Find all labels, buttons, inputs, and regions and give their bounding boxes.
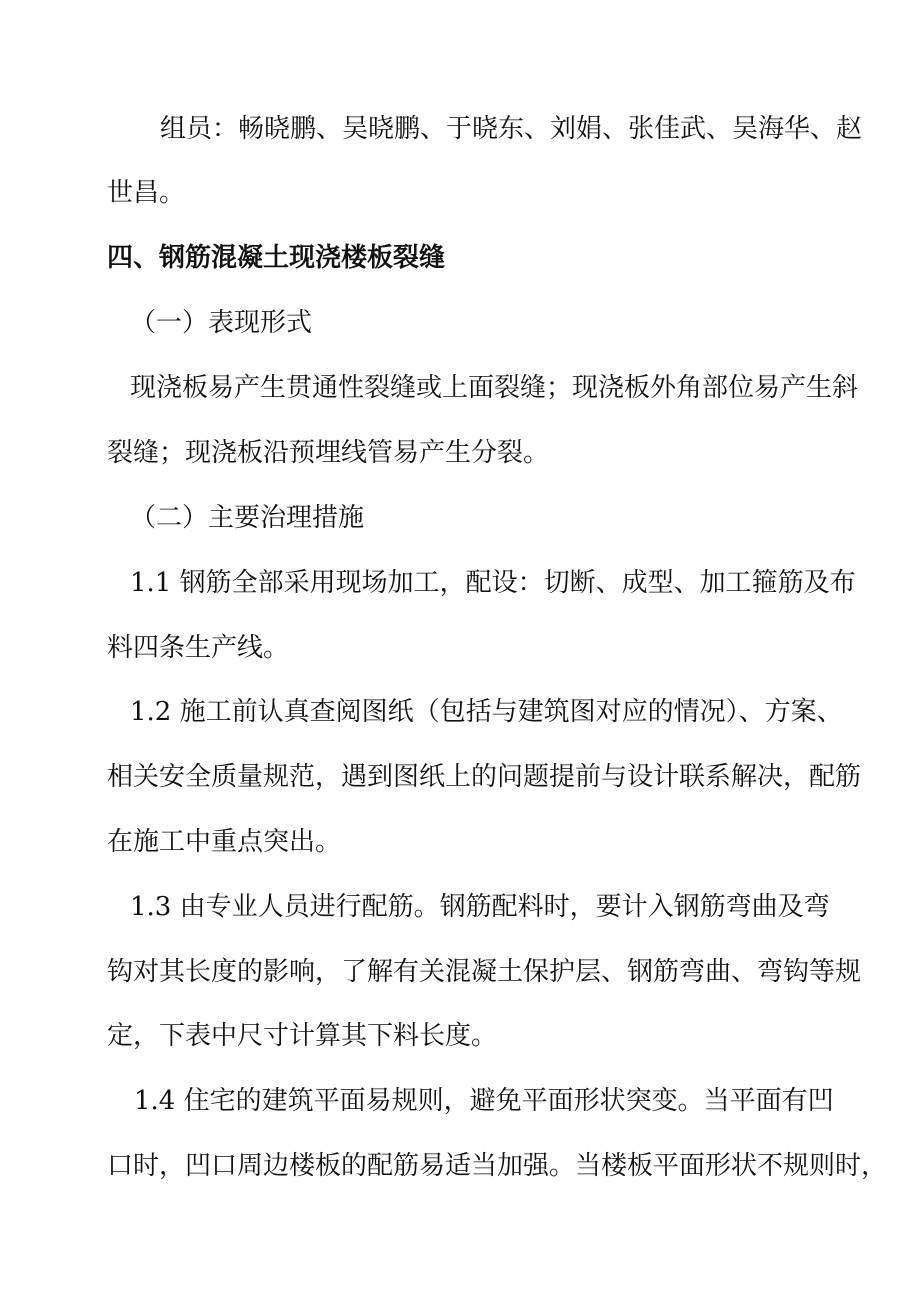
section-heading: 四、钢筋混凝土现浇楼板裂缝: [107, 243, 446, 273]
members-line-1: 组员：畅晓鹏、吴晓鹏、于晓东、刘娟、张佳武、吴海华、赵: [160, 114, 863, 144]
item-1-4-line-2: 口时，凹口周边楼板的配筋易适当加强。当楼板平面形状不规则时，: [107, 1151, 888, 1181]
members-line-2: 世昌。: [107, 178, 186, 208]
subsection-1-paragraph-line-2: 裂缝；现浇板沿预埋线管易产生分裂。: [107, 438, 550, 468]
item-1-3-line-3: 定，下表中尺寸计算其下料长度。: [107, 1021, 498, 1051]
item-1-2-line-2: 相关安全质量规范，遇到图纸上的问题提前与设计联系解决，配筋: [107, 762, 862, 792]
subsection-1-paragraph-line-1: 现浇板易产生贯通性裂缝或上面裂缝；现浇板外角部位易产生斜: [130, 373, 859, 403]
item-1-1-line-2: 料四条生产线。: [107, 633, 290, 663]
item-1-3-line-2: 钩对其长度的影响，了解有关混凝土保护层、钢筋弯曲、弯钩等规: [107, 957, 862, 987]
subsection-1-heading: （一）表现形式: [130, 308, 313, 338]
item-1-1-line-1: 1.1 钢筋全部采用现场加工，配设：切断、成型、加工箍筋及布: [130, 568, 856, 598]
item-1-3-line-1: 1.3 由专业人员进行配筋。钢筋配料时，要计入钢筋弯曲及弯: [130, 892, 830, 922]
subsection-2-heading: （二）主要治理措施: [130, 503, 365, 533]
item-1-2-line-3: 在施工中重点突出。: [107, 827, 342, 857]
item-1-2-line-1: 1.2 施工前认真查阅图纸（包括与建筑图对应的情况）、方案、: [130, 697, 843, 727]
item-1-4-line-1: 1.4 住宅的建筑平面易规则，避免平面形状突变。当平面有凹: [134, 1086, 834, 1116]
